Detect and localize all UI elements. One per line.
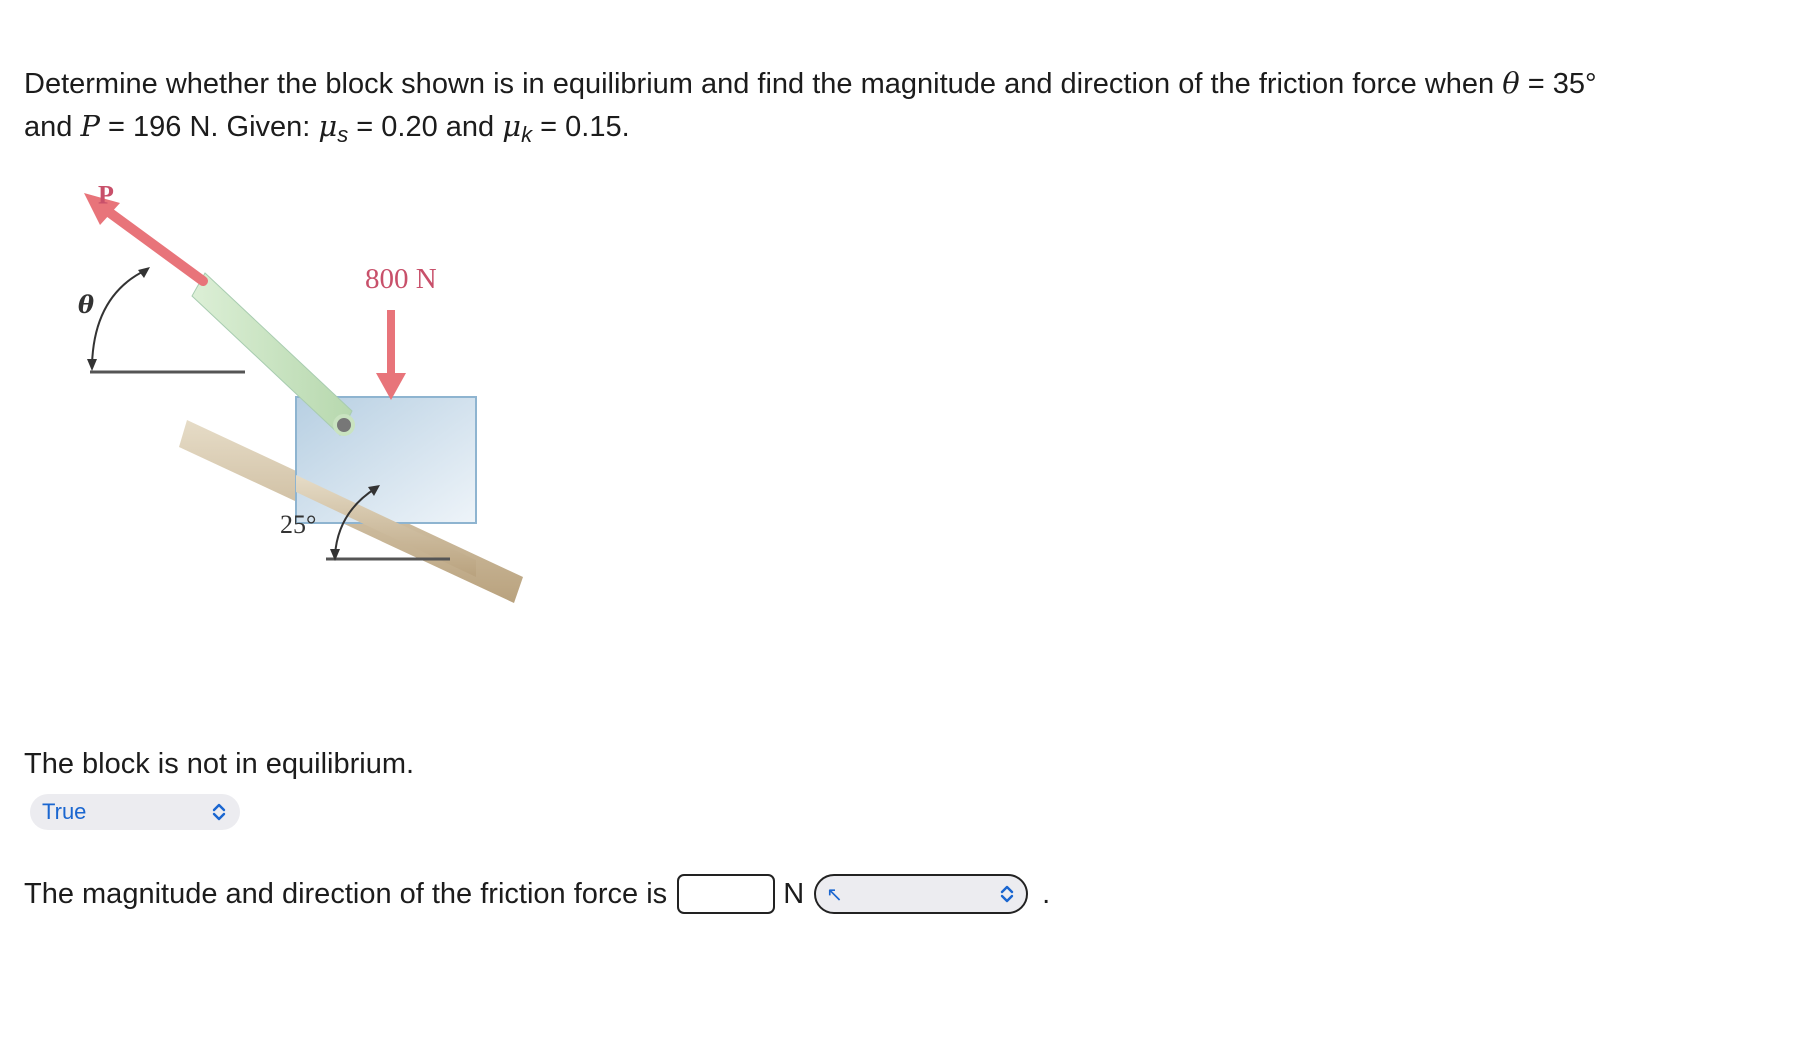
problem-text-and: and [24,111,81,143]
label-angle: 25° [280,510,317,539]
mu-s-symbol: μ [318,109,338,143]
rod-pin [335,416,353,434]
problem-text-intro: Determine whether the block shown is in equilibrium and find the magnitude and direction of the friction force when [24,68,1503,100]
mu-s-value: = 0.20 and [348,111,503,143]
theta-arc [92,270,146,365]
mu-s-subscript: s [337,122,349,147]
unit-label: N [783,878,805,910]
rod [192,273,352,435]
mu-k-value: = 0.15. [532,111,630,143]
p-force-arrow-shaft [102,207,203,281]
true-false-select-value: True [42,799,87,824]
mu-k-subscript: k [521,122,533,147]
friction-answer-line [24,874,1050,914]
theta-value: = 35° [1519,68,1597,100]
label-theta: θ [78,290,95,319]
load-arrowhead [376,373,406,400]
friction-statement: The magnitude and direction of the friction force is [24,878,668,910]
p-value: = 196 N. Given: [99,111,319,143]
mu-k-symbol: μ [502,109,522,143]
equilibrium-statement: The block is not in equilibrium. [24,748,415,780]
friction-magnitude-input[interactable] [677,874,775,914]
label-load: 800 N [365,263,437,295]
friction-direction-select[interactable] [814,874,1028,914]
theta-symbol: θ [1502,66,1520,100]
problem-statement [24,62,1784,148]
figure-svg [78,180,620,665]
block-on-incline-figure [78,180,620,665]
direction-arrow-icon: ↖ [826,882,843,906]
chevron-up-down-icon [210,801,228,823]
sentence-period: . [1042,878,1051,910]
true-false-select[interactable] [30,794,240,830]
p-symbol: P [80,109,100,143]
label-p: P [98,180,114,210]
chevron-up-down-icon [998,883,1016,905]
theta-arc-arrowhead-start [87,359,97,371]
